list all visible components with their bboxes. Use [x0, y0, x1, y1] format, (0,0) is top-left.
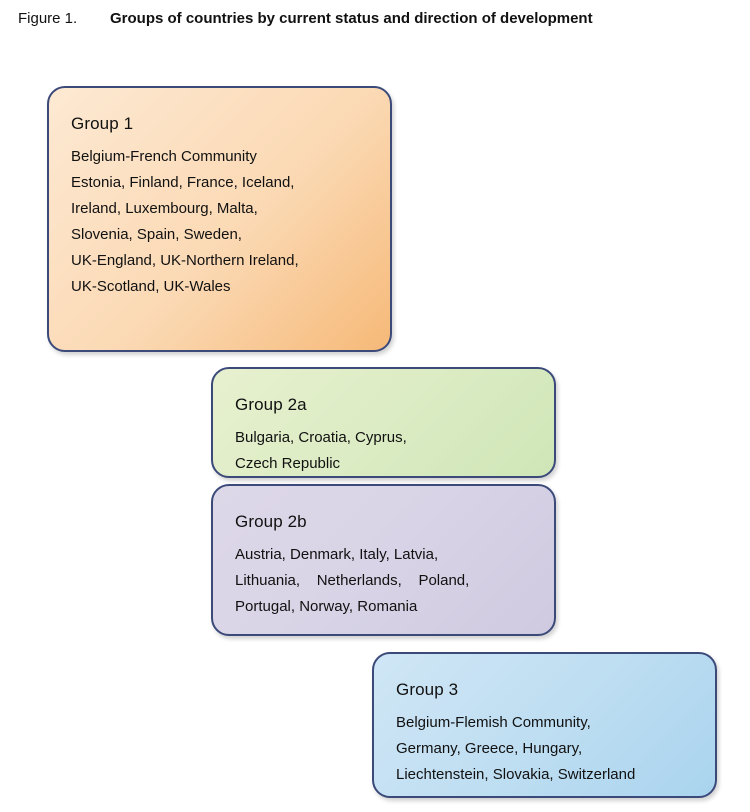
group-box-group-1 — [47, 86, 392, 352]
group-line: UK-England, UK-Northern Ireland, — [71, 252, 299, 269]
figure-title: Groups of countries by current status and direction of development — [110, 10, 593, 27]
group-line: Belgium-Flemish Community, — [396, 714, 591, 731]
group-title: Group 1 — [71, 114, 134, 133]
group-line: UK-Scotland, UK-Wales — [71, 278, 231, 295]
group-line: Portugal, Norway, Romania — [235, 598, 418, 615]
group-line: Ireland, Luxembourg, Malta, — [71, 200, 258, 217]
figure-caption — [18, 10, 593, 27]
group-line: Czech Republic — [235, 455, 341, 472]
group-line: Germany, Greece, Hungary, — [396, 740, 583, 757]
group-line: Austria, Denmark, Italy, Latvia, — [235, 546, 439, 563]
group-line: Bulgaria, Croatia, Cyprus, — [235, 429, 407, 446]
group-line: Liechtenstein, Slovakia, Switzerland — [396, 766, 636, 783]
group-line: Slovenia, Spain, Sweden, — [71, 226, 242, 243]
group-line: Belgium-French Community — [71, 148, 257, 165]
group-title: Group 3 — [396, 680, 459, 699]
group-box-group-2a — [211, 367, 556, 478]
group-box-group-2b — [211, 484, 556, 636]
group-line: Estonia, Finland, France, Iceland, — [71, 174, 295, 191]
group-title: Group 2a — [235, 395, 307, 414]
group-title: Group 2b — [235, 512, 307, 531]
figure-label: Figure 1. — [18, 10, 78, 27]
group-line: Lithuania, Netherlands, Poland, — [235, 572, 470, 589]
group-box-group-3 — [372, 652, 717, 798]
